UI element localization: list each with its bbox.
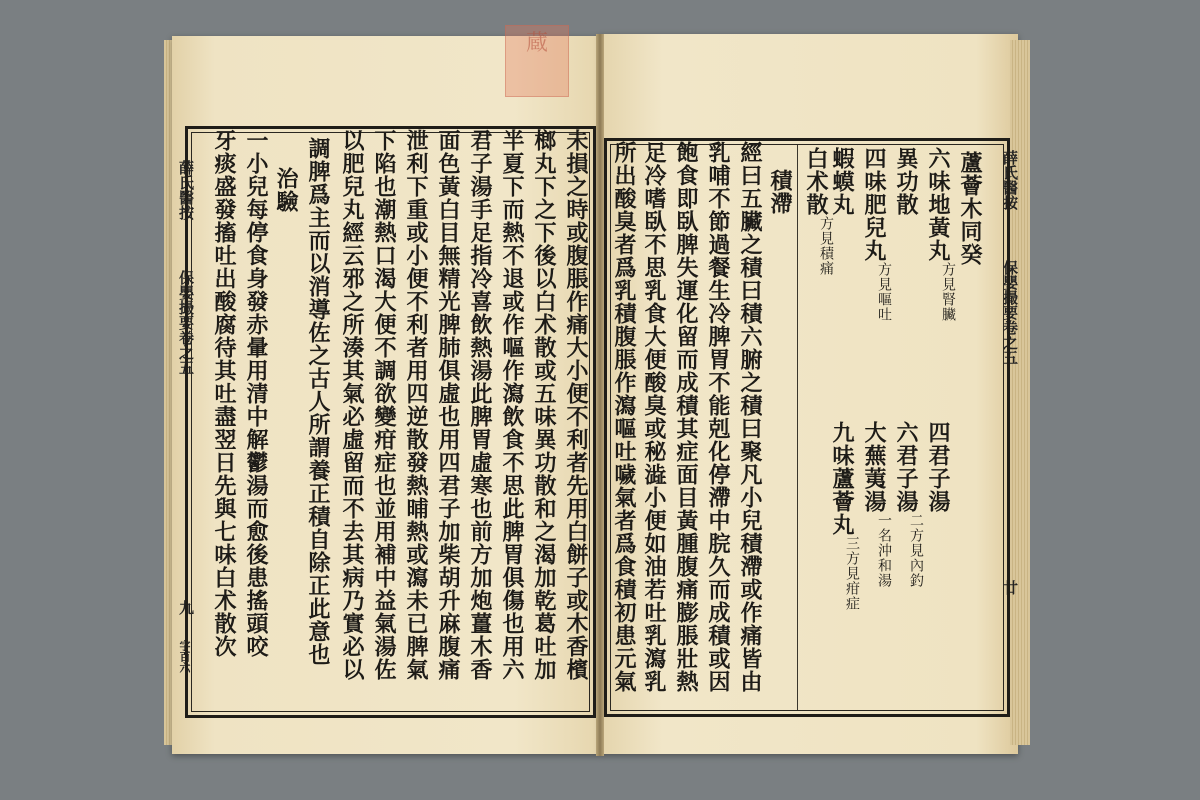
left-edge-note: 字百六 bbox=[178, 640, 191, 673]
right-col-1: 經曰五臟之積曰積六腑之積曰聚凡小兒積滯或作痛皆由 bbox=[737, 141, 763, 693]
formula-10-name: 九味蘆薈丸 bbox=[829, 421, 855, 536]
left-col-3: 半夏下而熱不退或作嘔作瀉飲食不思此脾胃俱傷也用六 bbox=[499, 129, 525, 681]
formula-6-name: 白术散 bbox=[803, 147, 829, 216]
right-col-4: 足冷嗜臥不思乳食大便酸臭或秘澁小便如油若吐乳瀉乳 bbox=[641, 141, 667, 693]
formula-1 bbox=[957, 141, 987, 411]
formula-8-note: 二方見內釣 bbox=[908, 513, 924, 588]
left-col-1: 未損之時或腹脹作痛大小便不利者先用白餅子或木香檳 bbox=[563, 129, 589, 681]
left-edge-folio: 九 bbox=[177, 600, 195, 615]
left-col-4: 君子湯手足指冷喜飲熱湯此脾胃虛寒也前方加炮薑木香 bbox=[467, 129, 493, 681]
formula-5-name: 蝦蟆丸 bbox=[829, 147, 855, 216]
right-text-frame bbox=[604, 138, 1010, 717]
formula-3 bbox=[893, 141, 923, 407]
formula-4 bbox=[861, 141, 891, 407]
formula-1-name: 蘆薈木同癸 bbox=[957, 151, 983, 266]
formula-6-note: 方見積痛 bbox=[818, 216, 834, 276]
right-edge-title: 薛氏醫按 bbox=[1001, 150, 1019, 210]
formula-2 bbox=[925, 141, 955, 407]
left-col-11: 一小兒每停食身發赤暈用清中解鬱湯而愈後患搖頭咬 bbox=[243, 129, 269, 658]
formula-8 bbox=[893, 421, 923, 681]
right-edge-subtitle: 保嬰撮要卷之五 bbox=[1001, 260, 1019, 365]
left-col-7: 下陷也潮熱口渴大便不調欲變疳症也並用補中益氣湯佐 bbox=[371, 129, 397, 681]
formula-2-name: 六味地黃丸 bbox=[925, 147, 951, 262]
formula-2-note: 方見腎臟 bbox=[940, 262, 956, 322]
right-column-rule bbox=[797, 145, 798, 710]
left-edge-title: 薛氏醫按 bbox=[177, 160, 195, 220]
left-col-2: 榔丸下之下後以白术散或五味異功散和之渴加乾葛吐加 bbox=[531, 129, 557, 681]
formula-9-note: 一名沖和湯 bbox=[876, 513, 892, 588]
book-gutter bbox=[596, 34, 604, 756]
left-text-frame bbox=[185, 126, 596, 718]
formula-4-note: 方見嘔吐 bbox=[876, 262, 892, 322]
right-col-3: 飽食即臥脾失運化留而成積其症面目黃腫腹痛膨脹壯熱 bbox=[673, 141, 699, 693]
left-col-heading-zhiyan: 治驗 bbox=[273, 167, 299, 213]
seal-text: 蔵 bbox=[525, 31, 548, 56]
formula-9-name: 大蕪荑湯 bbox=[861, 421, 887, 513]
left-col-12: 牙痰盛發搐吐出酸腐待其吐盡翌日先與七味白术散次 bbox=[211, 129, 237, 658]
left-col-6: 泄利下重或小便不利者用四逆散發熱晡熱或瀉未已脾氣 bbox=[403, 129, 429, 681]
right-page-stack bbox=[1010, 40, 1030, 745]
left-col-5: 面色黃白目無精光脾肺俱虛也用四君子加柴胡升麻腹痛 bbox=[435, 129, 461, 681]
left-col-9: 調脾爲主而以消導佐之古人所謂養正積自除正此意也 bbox=[305, 137, 331, 666]
right-col-5: 所出酸臭者爲乳積腹脹作瀉嘔吐噦氣者爲食積初患元氣 bbox=[611, 141, 637, 693]
formula-8-name: 六君子湯 bbox=[893, 421, 919, 513]
formula-10 bbox=[829, 421, 859, 681]
formula-7 bbox=[925, 421, 955, 681]
formula-7-name: 四君子湯 bbox=[925, 421, 951, 513]
formula-3-name: 異功散 bbox=[893, 147, 919, 216]
left-col-8: 以肥兒丸經云邪之所湊其氣必虛留而不去其病乃實必以 bbox=[339, 129, 365, 681]
section-title-jizhi: 積滯 bbox=[767, 169, 793, 215]
library-seal bbox=[505, 25, 569, 97]
formula-4-name: 四味肥兒丸 bbox=[861, 147, 887, 262]
right-edge-folio: 廿 bbox=[1001, 580, 1019, 595]
left-edge-subtitle: 保嬰撮要卷之五 bbox=[177, 270, 195, 375]
formula-10-note: 三方見疳症 bbox=[844, 536, 860, 611]
formula-6 bbox=[803, 141, 833, 407]
formula-9 bbox=[861, 421, 891, 681]
right-col-2: 乳哺不節過餐生冷脾胃不能剋化停滯中脘久而成積或因 bbox=[705, 141, 731, 693]
